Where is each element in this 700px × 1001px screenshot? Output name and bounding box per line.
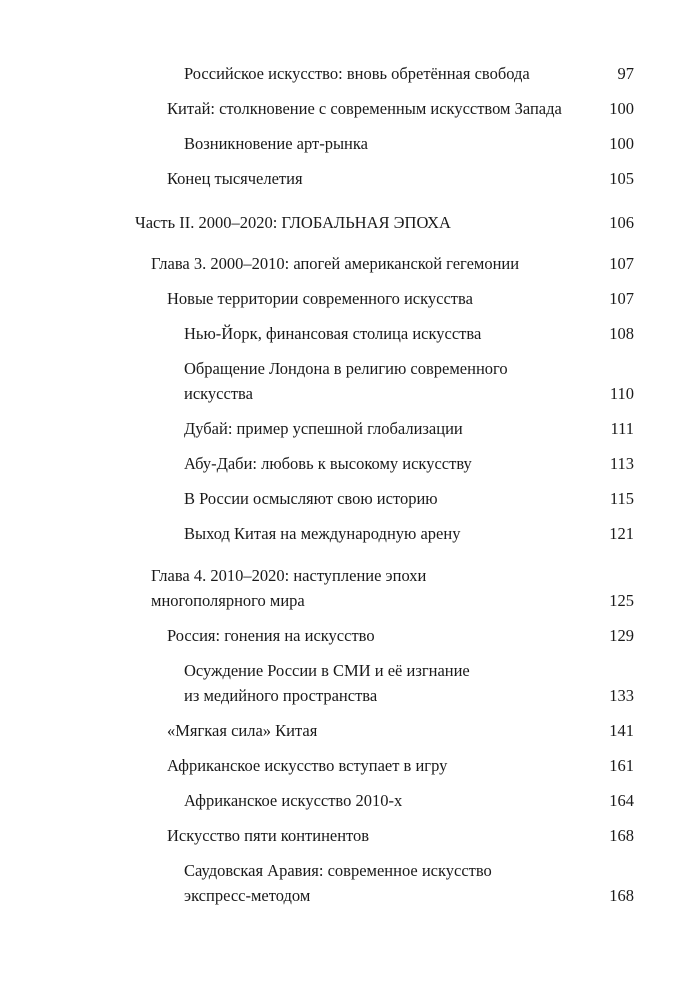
toc-page-number: 108 xyxy=(609,324,634,343)
toc-entry-title xyxy=(167,96,562,121)
toc-title-line: Глава 4. 2010–2020: наступление эпохи xyxy=(151,566,427,585)
toc-page-number: 129 xyxy=(609,626,634,645)
toc-title-line: Конец тысячелетия xyxy=(167,169,303,188)
toc-entry-title xyxy=(184,858,492,908)
toc-title-line: Дубай: пример успешной глобализации xyxy=(184,419,463,438)
toc-title-line: Возникновение арт-рынка xyxy=(184,134,368,153)
toc-entry-title xyxy=(167,623,375,648)
toc-page-number: 161 xyxy=(609,756,634,775)
toc-page-number: 107 xyxy=(609,289,634,308)
toc-title-line: Глава 3. 2000–2010: апогей американской гегемонии xyxy=(151,254,520,273)
toc-title-line: Африканское искусство 2010-х xyxy=(184,791,403,810)
toc-title-line: Искусство пяти континентов xyxy=(167,826,370,845)
toc-entry-title xyxy=(184,521,460,546)
toc-entry-title xyxy=(167,823,369,848)
toc-page-number: 100 xyxy=(609,99,634,118)
toc-page-number: 110 xyxy=(609,384,634,403)
toc-title-line: Саудовская Аравия: современное искусство xyxy=(184,861,492,880)
toc-page-number: 113 xyxy=(609,454,634,473)
toc-entry-title xyxy=(184,61,530,86)
toc-title-line: Новые территории современного искусства xyxy=(167,289,473,308)
toc-page-number: 168 xyxy=(609,886,634,905)
toc-title-line: Обращение Лондона в религию современного xyxy=(184,359,508,378)
toc-page-number: 115 xyxy=(609,489,634,508)
toc-entry-title xyxy=(184,486,438,511)
toc-entry-title xyxy=(151,563,426,613)
toc-entry-title xyxy=(184,356,508,406)
toc-title-line: В России осмысляют свою историю xyxy=(184,489,438,508)
toc-page-number: 97 xyxy=(617,64,634,83)
toc-title-line: Африканское искусство вступает в игру xyxy=(167,756,448,775)
toc-title-line: Осуждение России в СМИ и её изгнание xyxy=(184,661,470,680)
toc-entry-title xyxy=(167,753,447,778)
toc-title-line: экспресс-методом xyxy=(184,886,311,905)
toc-page-number: 106 xyxy=(609,213,634,232)
toc-entry-title xyxy=(184,451,472,476)
toc-page-number: 133 xyxy=(609,686,634,705)
toc-title-line: Российское искусство: вновь обретённая свобода xyxy=(184,64,530,83)
toc-entry-title xyxy=(167,286,473,311)
toc-title-line: Нью-Йорк, финансовая столица искусства xyxy=(184,324,482,343)
toc-title-line: искусства xyxy=(184,384,253,403)
toc-entry-title xyxy=(184,788,402,813)
toc-title-line: Россия: гонения на искусство xyxy=(167,626,375,645)
toc-entry-title xyxy=(167,166,303,191)
toc-entry-title xyxy=(167,718,317,743)
toc-page-number: 121 xyxy=(609,524,634,543)
toc-page-number: 111 xyxy=(610,419,634,438)
toc-entry-title xyxy=(184,321,481,346)
toc-title-line: «Мягкая сила» Китая xyxy=(167,721,318,740)
toc-title-line: Выход Китая на международную арену xyxy=(184,524,461,543)
toc-entry-title xyxy=(151,251,519,276)
toc-title-line: Часть II. 2000–2020: ГЛОБАЛЬНАЯ ЭПОХА xyxy=(135,213,451,232)
toc-page-number: 105 xyxy=(609,169,634,188)
toc-entry-title xyxy=(135,210,451,235)
toc-entry-title xyxy=(184,416,463,441)
toc-page-number: 125 xyxy=(609,591,634,610)
toc-title-line: из медийного пространства xyxy=(184,686,378,705)
toc-page-number: 141 xyxy=(609,721,634,740)
toc-entry-title xyxy=(184,131,368,156)
toc-title-line: Абу-Даби: любовь к высокому искусству xyxy=(184,454,472,473)
toc-page-number: 168 xyxy=(609,826,634,845)
toc-entry-title xyxy=(184,658,470,708)
toc-page-number: 164 xyxy=(609,791,634,810)
toc-title-line: Китай: столкновение с современным искусством Запада xyxy=(167,99,562,118)
toc-title-line: многополярного мира xyxy=(151,591,305,610)
toc-page-number: 107 xyxy=(609,254,634,273)
toc-page-number: 100 xyxy=(609,134,634,153)
